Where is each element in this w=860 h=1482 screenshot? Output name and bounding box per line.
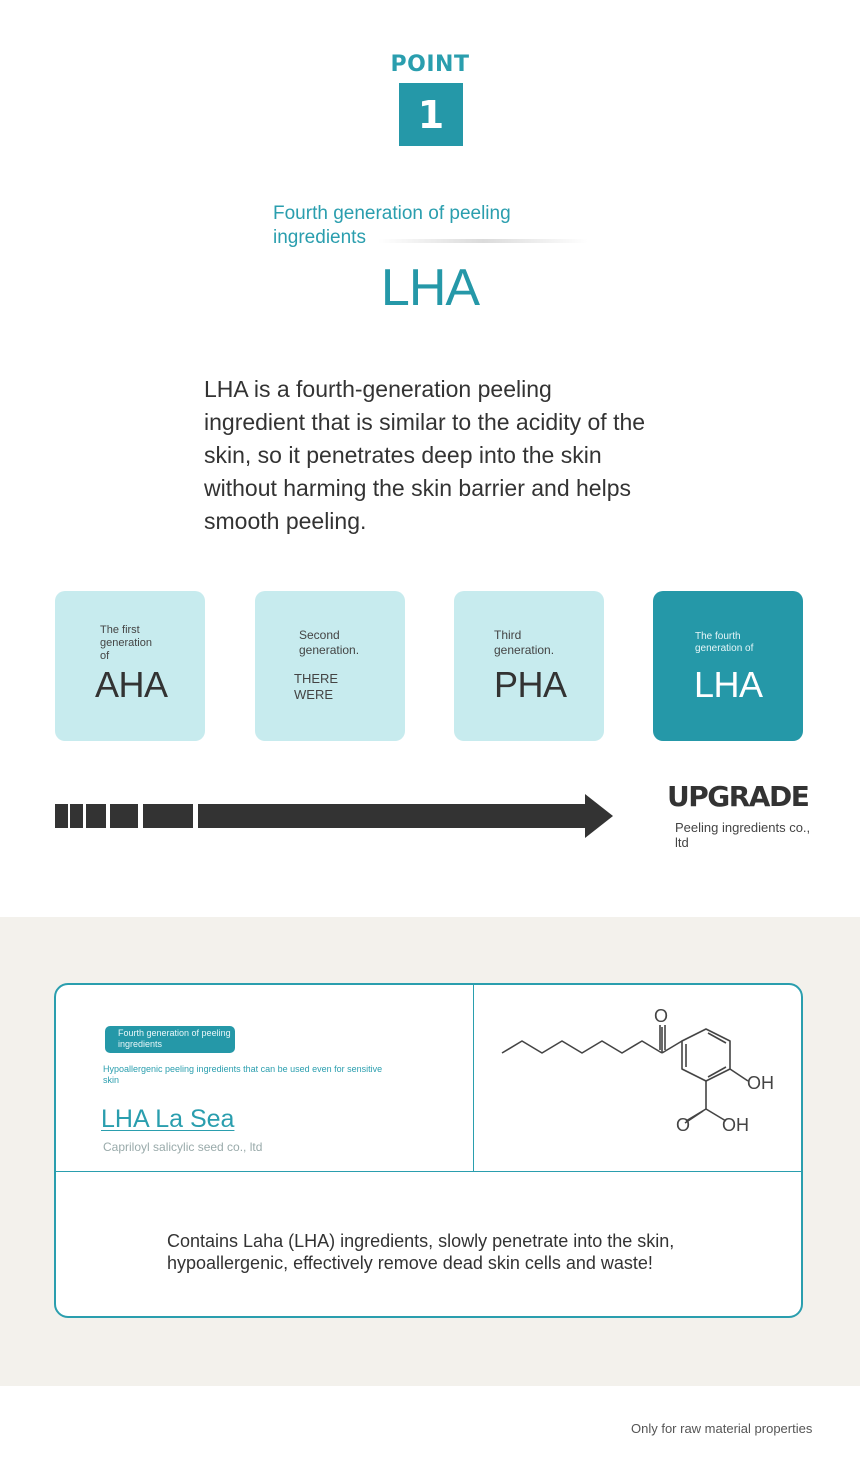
generation-card-caption: The first generation of [100, 624, 152, 662]
arrow-segment [55, 804, 68, 828]
alkyl-chain [502, 1041, 662, 1053]
generation-card-name: PHA [494, 664, 567, 705]
hydroxyl-label: OH [747, 1073, 774, 1093]
generation-card-second [255, 591, 405, 741]
subtitle-brush-line [378, 239, 588, 243]
oxygen-label: O [654, 1006, 669, 1026]
lha-description: LHA is a fourth-generation peeling ingredient that is similar to the acidity of the skin, so it penetrates deep into the skin without harming the skin barrier and helps smooth peeling. [204, 376, 646, 534]
upgrade-title: UPGRADE [667, 780, 809, 813]
arrow-segment [86, 804, 106, 828]
generation-card-caption: The fourth generation of [695, 631, 754, 654]
ingredient-tag: Fourth generation of peeling ingredients [105, 1026, 235, 1053]
panel-horizontal-divider [56, 1171, 801, 1172]
ingredient-company: Capriloyl salicylic seed co., ltd [103, 1140, 263, 1154]
generation-card-lha [653, 591, 803, 741]
arrow-segment [70, 804, 83, 828]
generation-card-name: AHA [95, 664, 168, 705]
carbonyl-oxygen-label: O [676, 1115, 691, 1135]
generation-card-aha [55, 591, 205, 741]
benzene-ring [682, 1029, 730, 1081]
arrow-shaft [198, 804, 588, 828]
generation-card-caption: Third generation. [494, 628, 555, 657]
section-title: LHA [380, 259, 480, 317]
acid-hydroxyl-label: OH [722, 1115, 749, 1135]
generation-card-pha [454, 591, 604, 741]
arrow-segment [143, 804, 193, 828]
contains-description: Contains Laha (LHA) ingredients, slowly penetrate into the skin, hypoallergenic, effectively remove dead skin cells and waste! [167, 1231, 675, 1273]
section-subtitle: Fourth generation of peeling ingredients [273, 203, 511, 248]
arrow-head-icon [585, 794, 613, 838]
ingredient-panel [54, 983, 803, 1318]
footer-note: Only for raw material properties [631, 1421, 813, 1436]
generation-card-name: THERE WERE [294, 671, 339, 702]
point-number-badge: 1 [399, 83, 463, 146]
generation-card-caption: Second generation. [299, 628, 360, 657]
upgrade-subtitle: Peeling ingredients co., ltd [675, 820, 811, 850]
hypoallergenic-note: Hypoallergenic peeling ingredients that can be used even for sensitive skin [103, 1064, 383, 1085]
ingredient-name: LHA La Sea [101, 1105, 235, 1133]
arrow-segment [110, 804, 138, 828]
lha-molecule-structure-icon [496, 997, 796, 1157]
point-label: POINT [390, 52, 470, 77]
generation-card-name: LHA [694, 664, 763, 705]
panel-vertical-divider [473, 985, 474, 1171]
